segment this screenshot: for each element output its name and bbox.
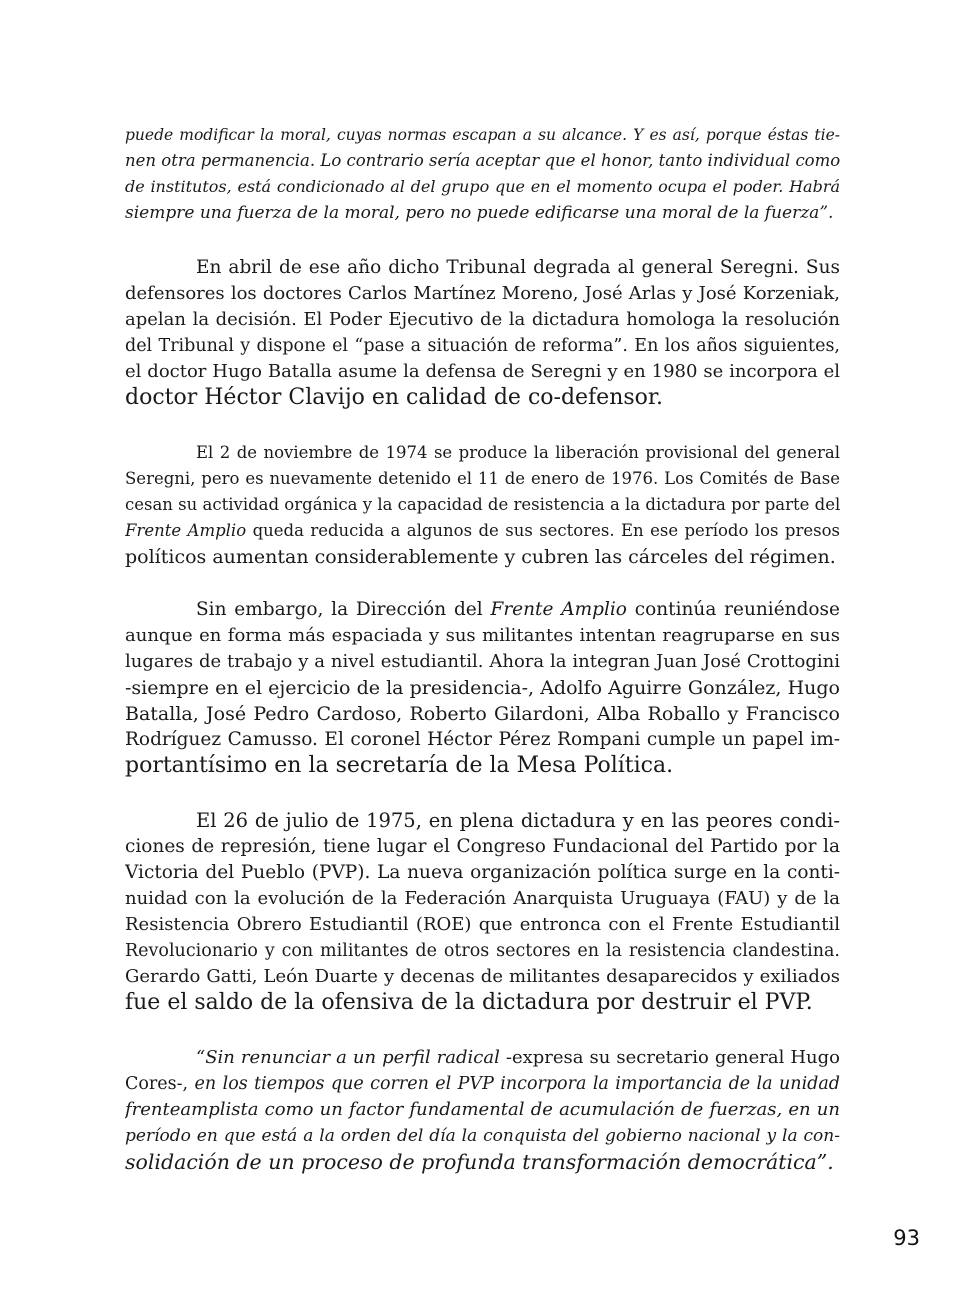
- text-line: En abril de ese año dicho Tribunal degrada al general Seregni. Sus: [196, 257, 840, 278]
- text-line: Batalla, José Pedro Cardoso, Roberto Gilardoni, Alba Roballo y Francisco: [125, 703, 840, 725]
- text-line: El 2 de noviembre de 1974 se produce la liberación provisional del general: [196, 443, 840, 462]
- text-line: ciones de represión, tiene lugar el Congreso Fundacional del Partido por la: [125, 836, 840, 857]
- text-line: solidación de un proceso de profunda transformación democrática”.: [125, 1150, 834, 1174]
- text-line: defensores los doctores Carlos Martínez Moreno, José Arlas y José Korzeniak,: [125, 283, 840, 304]
- text-line: -siempre en el ejercicio de la presidencia-, Adolfo Aguirre González, Hugo: [125, 677, 840, 699]
- plain-text: Sin embargo, la Dirección del: [196, 599, 491, 620]
- text-line: Gerardo Gatti, León Duarte y decenas de militantes desaparecidos y exiliados: [125, 966, 840, 987]
- text-line: Resistencia Obrero Estudiantil (ROE) que entronca con el Frente Estudiantil: [125, 914, 840, 935]
- text-line: Victoria del Pueblo (PVP). La nueva organización política surge en la conti-: [125, 862, 840, 883]
- text-line: Seregni, pero es nuevamente detenido el 11 de enero de 1976. Los Comités de Base: [125, 469, 840, 488]
- text-line: nen otra permanencia. Lo contrario sería aceptar que el honor, tanto individual como: [125, 151, 840, 170]
- plain-text: Cores-,: [125, 1074, 195, 1094]
- plain-text: queda reducida a algunos de sus sectores. En ese período los presos: [246, 521, 840, 540]
- plain-text: -expresa su secretario general Hugo: [499, 1047, 840, 1068]
- text-line: El 26 de julio de 1975, en plena dictadura y en las peores condi-: [196, 809, 840, 832]
- text-line: Revolucionario y con militantes de otros sectores en la resistencia clandestina.: [125, 941, 840, 961]
- text-line: el doctor Hugo Batalla asume la defensa de Seregni y en 1980 se incorpora el: [125, 361, 840, 382]
- text-line: apelan la decisión. El Poder Ejecutivo de la dictadura homologa la resolución: [125, 309, 840, 330]
- text-line: políticos aumentan considerablemente y cubren las cárceles del régimen.: [125, 546, 836, 568]
- text-line: de institutos, está condicionado al del grupo que en el momento ocupa el poder. Habrá: [125, 177, 840, 196]
- text-line: siempre una fuerza de la moral, pero no puede edificarse una moral de la fuerza”.: [125, 203, 834, 223]
- text-line: lugares de trabajo y a nivel estudiantil. Ahora la integran Juan José Crottogini: [125, 651, 840, 672]
- text-line: del Tribunal y dispone el “pase a situación de reforma”. En los años siguientes,: [125, 336, 840, 356]
- text-line: doctor Héctor Clavijo en calidad de co-defensor.: [125, 385, 664, 410]
- italic-text: en los tiempos que corren el PVP incorpora la importancia de la unidad: [194, 1074, 840, 1094]
- text-line: nuidad con la evolución de la Federación Anarquista Uruguaya (FAU) y de la: [125, 888, 840, 909]
- italic-text: “Sin renunciar a un perfil radical: [196, 1047, 500, 1068]
- text-line: período en que está a la orden del día la conquista del gobierno nacional y la con-: [125, 1126, 840, 1146]
- text-line: frenteamplista como un factor fundamental de acumulación de fuerzas, en un: [125, 1099, 840, 1120]
- italic-text: Frente Amplio: [490, 599, 627, 620]
- text-line: puede modificar la moral, cuyas normas escapan a su alcance. Y es así, porque éstas tie-: [125, 126, 840, 144]
- plain-text: continúa reuniéndose: [626, 599, 840, 620]
- page-number: 93: [893, 1226, 920, 1250]
- italic-text: Frente Amplio: [125, 521, 247, 540]
- text-line: cesan su actividad orgánica y la capacidad de resistencia a la dictadura por parte del: [125, 495, 840, 514]
- text-line: portantísimo en la secretaría de la Mesa Política.: [125, 753, 674, 778]
- text-line: aunque en forma más espaciada y sus militantes intentan reagruparse en sus: [125, 625, 840, 646]
- text-line: Rodríguez Camusso. El coronel Héctor Pérez Rompani cumple un papel im-: [125, 729, 840, 750]
- text-line: fue el saldo de la ofensiva de la dictadura por destruir el PVP.: [125, 990, 813, 1015]
